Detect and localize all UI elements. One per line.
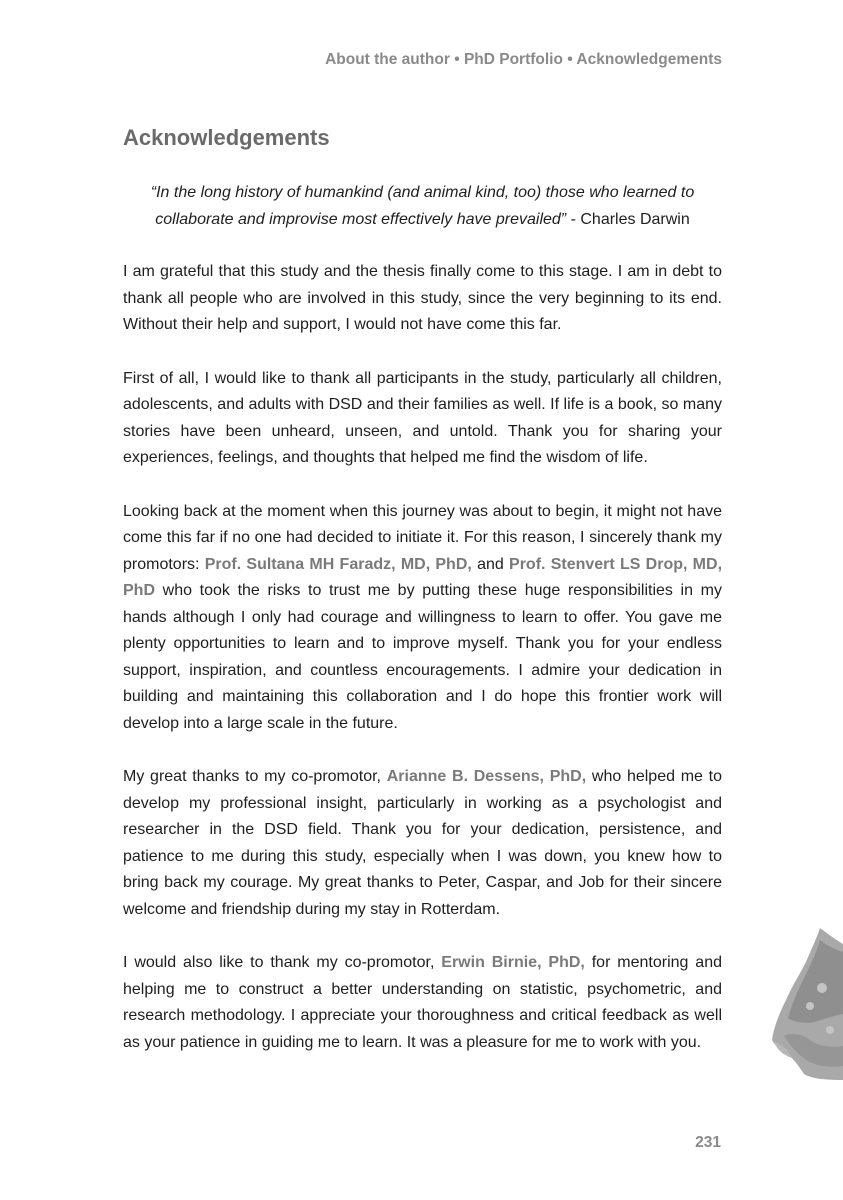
- running-header: About the author • PhD Portfolio • Acknowledgements: [325, 51, 722, 68]
- paragraph-2: First of all, I would like to thank all participants in the study, particularly all children, adolescents, and adults with DSD and their families as well. If life is a book, so many stories have been unheard, unseen, and untold. Thank you for sharing your experiences, feelings, and thoughts that helped me find the wisdom of life.: [123, 369, 722, 466]
- paragraph-3-text-c: who took the risks to trust me by putting these huge responsibilities in my hands although I only had courage and willingness to learn to offer. You gave me plenty opportunities to learn and to improve myself. Thank you for your endless support, inspiration, and countless encouragements. I admire your dedication in building and maintaining this collaboration and I do hope this frontier work will develop into a large scale in the future.: [123, 582, 722, 732]
- promotor-name-1: Prof. Sultana MH Faradz, MD, PhD,: [204, 555, 472, 573]
- paragraph-5-text-a: I would also like to thank my co-promotor,: [123, 954, 442, 971]
- epigraph: [123, 180, 722, 233]
- page-number: 231: [695, 1134, 721, 1151]
- copromotor-name-2: Erwin Birnie, PhD,: [441, 954, 585, 971]
- paragraph-4-text-a: My great thanks to my co-promotor,: [123, 768, 387, 785]
- paragraph-4-text-b: who helped me to develop my professional insight, particularly in working as a psychologist and researcher in the DSD field. Thank you for your dedication, persistence, and patience to me during this study, especially when I was down, you knew how to bring back my courage. My great thanks to Peter, Caspar, and Job for their sincere welcome and friendship during my stay in Rotterdam.: [123, 768, 723, 918]
- paragraph-3: [123, 499, 722, 738]
- epigraph-attribution: - Charles Darwin: [566, 210, 690, 228]
- paragraph-3-text-a: Looking back at the moment when this journey was about to begin, it might not have come this far if no one had decided to initiate it. For this reason, I sincerely thank my promotors:: [123, 502, 722, 573]
- wayang-gunungan-icon: [770, 926, 843, 1082]
- epigraph-quote-line1: “In the long history of humankind (and animal kind, too) those who learned to: [150, 184, 695, 201]
- paragraph-4: [123, 764, 722, 923]
- paragraph-5-text-b: for mentoring and helping me to construct a better understanding on statistic, psychometric, and research methodology. I appreciate your thoroughness and critical feedback as well as your patience in guiding me to learn. It was a pleasure for me to work with you.: [123, 954, 723, 1051]
- page-title: Acknowledgements: [123, 125, 330, 150]
- main-content: [123, 124, 722, 1056]
- paragraph-1: I am grateful that this study and the thesis finally come to this stage. I am in debt to thank all people who are involved in this study, since the very beginning to its end. Without their help and support, I would not have come this far.: [123, 263, 722, 333]
- copromotor-name-1: Arianne B. Dessens, PhD,: [386, 768, 587, 785]
- promotor-name-2: Prof. Stenvert LS Drop, MD, PhD: [123, 555, 723, 599]
- epigraph-quote-line2: collaborate and improvise most effectively have prevailed”: [155, 210, 567, 228]
- paragraph-5: [123, 950, 722, 1056]
- paragraph-3-text-b: and: [471, 555, 510, 573]
